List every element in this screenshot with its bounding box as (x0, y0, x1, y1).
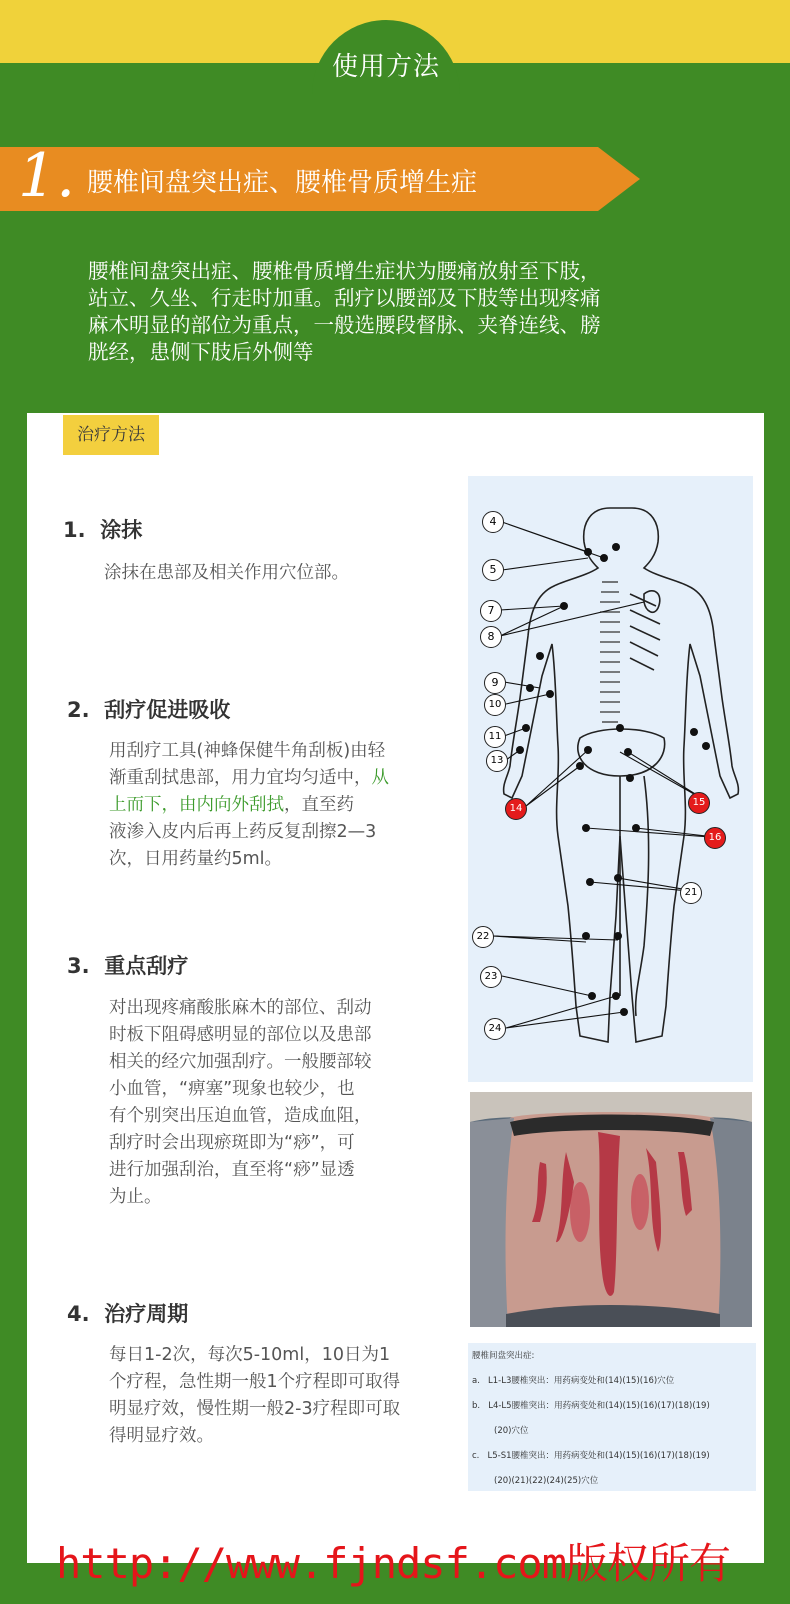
acupoint-label: 5 (482, 559, 504, 581)
step-line: 有个别突出压迫血管，造成血阻， (109, 1106, 372, 1126)
step-heading: 刮疗促进吸收 (104, 698, 231, 722)
note-item: (20)穴位 (494, 1426, 529, 1436)
acupoint-label: 7 (480, 600, 502, 622)
step-text: ，直至药 (284, 795, 354, 815)
step-line: 时板下阻碍感明显的部位以及患部 (109, 1025, 372, 1045)
note-prefix: c. (472, 1451, 480, 1461)
acupoint-label: 13 (486, 750, 508, 772)
note-item (472, 1374, 674, 1386)
step-number: 4. (67, 1302, 90, 1326)
acupoint-label: 8 (480, 626, 502, 648)
intro-line: 站立、久坐、行走时加重。刮疗以腰部及下肢等出现疼痛 (88, 286, 601, 310)
step-line: 小血管，“痹塞”现象也较少，也 (109, 1079, 355, 1099)
acupoint-label: 11 (484, 726, 506, 748)
step-line: 涂抹在患部及相关作用穴位部。 (104, 563, 349, 583)
step-line: 得明显疗效。 (109, 1426, 214, 1446)
note-item (472, 1449, 710, 1461)
step-4-body (109, 1342, 444, 1450)
step-text: 渐重刮拭患部，用力宜均匀适中， (109, 768, 372, 788)
acupoint-label: 9 (484, 672, 506, 694)
section-title: 腰椎间盘突出症、腰椎骨质增生症 (87, 168, 478, 198)
acupoint-label: 10 (484, 694, 506, 716)
section-intro (88, 258, 688, 366)
note-prefix: a. (472, 1376, 480, 1386)
step-line: 刮疗时会出现瘀斑即为“痧”，可 (109, 1133, 355, 1153)
step-highlight: 上而下，由内向外刮拭 (109, 795, 284, 815)
step-3-title (67, 950, 188, 980)
step-heading: 治疗周期 (104, 1302, 189, 1326)
note-item: (20)(21)(22)(24)(25)穴位 (494, 1476, 599, 1486)
step-line: 明显疗效，慢性期一般2-3疗程即可取 (109, 1399, 401, 1419)
acupoint-label-red: 16 (704, 827, 726, 849)
step-1-body (104, 560, 349, 587)
acupoint-label: 4 (482, 511, 504, 533)
acupoint-label: 22 (472, 926, 494, 948)
step-4-title (67, 1298, 188, 1328)
step-line: 用刮疗工具(神蜂保健牛角刮板)由轻 (109, 741, 386, 761)
note-item (472, 1399, 710, 1411)
step-number: 1. (63, 518, 86, 542)
indication-notes (468, 1343, 756, 1491)
notes-title: 腰椎间盘突出症: (472, 1351, 535, 1361)
step-number: 3. (67, 954, 90, 978)
intro-line: 胱经，患侧下肢后外侧等 (88, 340, 314, 364)
step-line (109, 792, 429, 819)
step-2-title (67, 694, 230, 724)
acupoint-label: 21 (680, 882, 702, 904)
step-line: 进行加强刮治，直至将“痧”显透 (109, 1160, 355, 1180)
step-line: 为止。 (109, 1187, 162, 1207)
step-line: 每日1-2次，每次5-10ml，10日为1 (109, 1345, 391, 1365)
acupoint-label: 23 (480, 966, 502, 988)
page-title: 使用方法 (331, 52, 440, 82)
note-text: L4-L5腰椎突出：用药病变处和(14)(15)(16)(17)(18)(19) (488, 1401, 710, 1411)
note-prefix: b. (472, 1401, 481, 1411)
treatment-photo (470, 1092, 752, 1327)
intro-line: 麻木明显的部位为重点，一般选腰段督脉、夹脊连线、膀 (88, 313, 601, 337)
step-line: 对出现疼痛酸胀麻木的部位、刮动 (109, 998, 372, 1018)
back-photo-illustration (470, 1092, 752, 1327)
step-heading: 涂抹 (100, 518, 143, 542)
step-heading: 重点刮疗 (104, 954, 189, 978)
step-1-title (63, 514, 142, 544)
step-3-body (109, 995, 429, 1211)
step-line: 个疗程，急性期一般1个疗程即可取得 (109, 1372, 401, 1392)
step-line (109, 765, 429, 792)
step-line: 液渗入皮内后再上药反复刮擦2—3 (109, 822, 377, 842)
step-line: 相关的经穴加强刮疗。一般腰部较 (109, 1052, 372, 1072)
acupoint-label-red: 15 (688, 792, 710, 814)
section-number: 1. (18, 141, 76, 211)
intro-line: 腰椎间盘突出症、腰椎骨质增生症状为腰痛放射至下肢， (88, 259, 601, 283)
note-text: L1-L3腰椎突出：用药病变处和(14)(15)(16)穴位 (488, 1376, 675, 1386)
step-number: 2. (67, 698, 90, 722)
acupoint-label: 24 (484, 1018, 506, 1040)
note-text: L5-S1腰椎突出：用药病变处和(14)(15)(16)(17)(18)(19) (487, 1451, 710, 1461)
treatment-tag: 治疗方法 (63, 415, 159, 455)
copyright-watermark: http://www.fjndsf.com版权所有 (56, 1539, 731, 1588)
acupoint-diagram (468, 476, 753, 1082)
step-line: 次，日用药量约5ml。 (109, 849, 283, 869)
acupoint-label-red: 14 (505, 798, 527, 820)
body-outline-figure (468, 476, 753, 1082)
step-highlight: 从 (371, 768, 389, 788)
step-2-body (109, 738, 429, 873)
